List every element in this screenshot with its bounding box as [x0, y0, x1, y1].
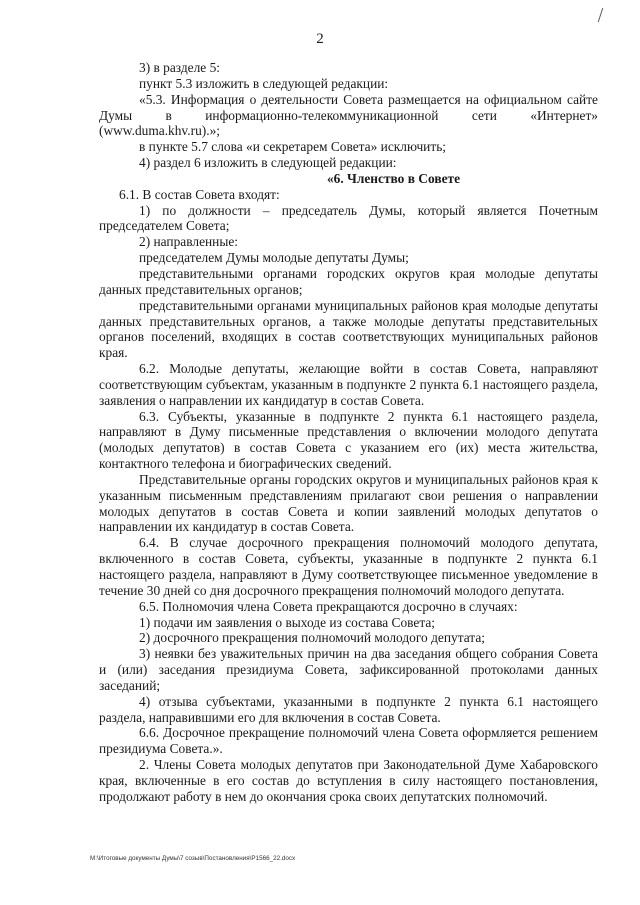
paragraph: «5.3. Информация о деятельности Совета размещается на официальном сайте Думы в информационно-телекоммуникационной сети «Интернет» (www.duma.khv.ru).»;: [99, 91, 598, 139]
paragraph: представительными органами муниципальных районов края молодые депутаты данных представительных органов, а также молодые депутаты представительных органов поселений, входящих в состав соответствующих муниципальных районов края.: [99, 297, 598, 361]
paragraph: 3) в разделе 5:: [139, 60, 221, 75]
paragraph: 2) направленные:: [139, 234, 239, 250]
paragraph: 6.6. Досрочное прекращение полномочий члена Совета оформляется решением президиума Совета.».: [99, 725, 598, 757]
paragraph: 2) досрочного прекращения полномочий молодого депутата;: [139, 630, 485, 646]
file-path-footer: M:\Итоговые документы Думы\7 созыв\Постановления\Р1566_22.docx: [90, 855, 296, 862]
paragraph: 4) отзыва субъектами, указанными в подпункте 2 пункта 6.1 настоящего раздела, направившими его для включения в состав Совета.: [99, 693, 598, 725]
corner-mark: [590, 8, 604, 22]
paragraph: 6.5. Полномочия члена Совета прекращаются досрочно в случаях:: [139, 598, 518, 614]
paragraph: 2. Члены Совета молодых депутатов при Законодательной Думе Хабаровского края, включенные в его состав до вступления в силу настоящего постановления, продолжают работу в нем до окончания срока своих депутатских полномочий.: [99, 757, 598, 804]
paragraph: председателем Думы молодые депутаты Думы;: [139, 250, 409, 266]
paragraph: 6.3. Субъекты, указанные в подпункте 2 пункта 6.1 настоящего раздела, направляют в Думу письменные представления о включении молодого депутата (молодых депутатов) в состав Совета с указанием его (их) места жительства, контактного телефона и биографических сведений.: [99, 408, 598, 472]
paragraph: пункт 5.3 изложить в следующей редакции:: [139, 75, 389, 91]
paragraph: представительными органами городских округов края молодые депутаты данных представительных органов;: [99, 265, 598, 297]
document-body: [99, 60, 598, 805]
paragraph: 1) подачи им заявления о выходе из состава Совета;: [139, 614, 436, 630]
paragraph: 6.1. В состав Совета входят:: [119, 186, 280, 202]
section-heading: «6. Членство в Совете: [326, 170, 461, 186]
paragraph: 6.2. Молодые депутаты, желающие войти в состав Совета, направляют соответствующим субъектам, указанным в подпункте 2 пункта 6.1 настоящего раздела, заявления о направлении их кандидатур в состав Совета.: [99, 361, 598, 408]
paragraph: в пункте 5.7 слова «и секретарем Совета» исключить;: [139, 139, 447, 155]
paragraph: 6.4. В случае досрочного прекращения полномочий молодого депутата, включенного в состав Совета, субъекты, указанные в подпункте 2 пункта 6.1 настоящего раздела, направляют в Думу соответствующее письменное уведомление в течение 30 дней со дня досрочного прекращения полномочий молодого депутата.: [99, 535, 598, 598]
paragraph: Представительные органы городских округов и муниципальных районов края к указанным письменным представлениям прилагают свои решения о направлении молодых депутатов в состав Совета и копии заявлений молодых депутатов о направлении их кандидатур в состав Совета.: [99, 471, 598, 535]
paragraph: 4) раздел 6 изложить в следующей редакции:: [139, 155, 397, 171]
page-number: 2: [316, 31, 324, 47]
paragraph: 3) неявки без уважительных причин на два заседания общего собрания Совета и (или) заседания президиума Совета, зафиксированной протоколами данных заседаний;: [99, 646, 598, 693]
paragraph: 1) по должности – председатель Думы, который является Почетным председателем Совета;: [99, 202, 598, 234]
